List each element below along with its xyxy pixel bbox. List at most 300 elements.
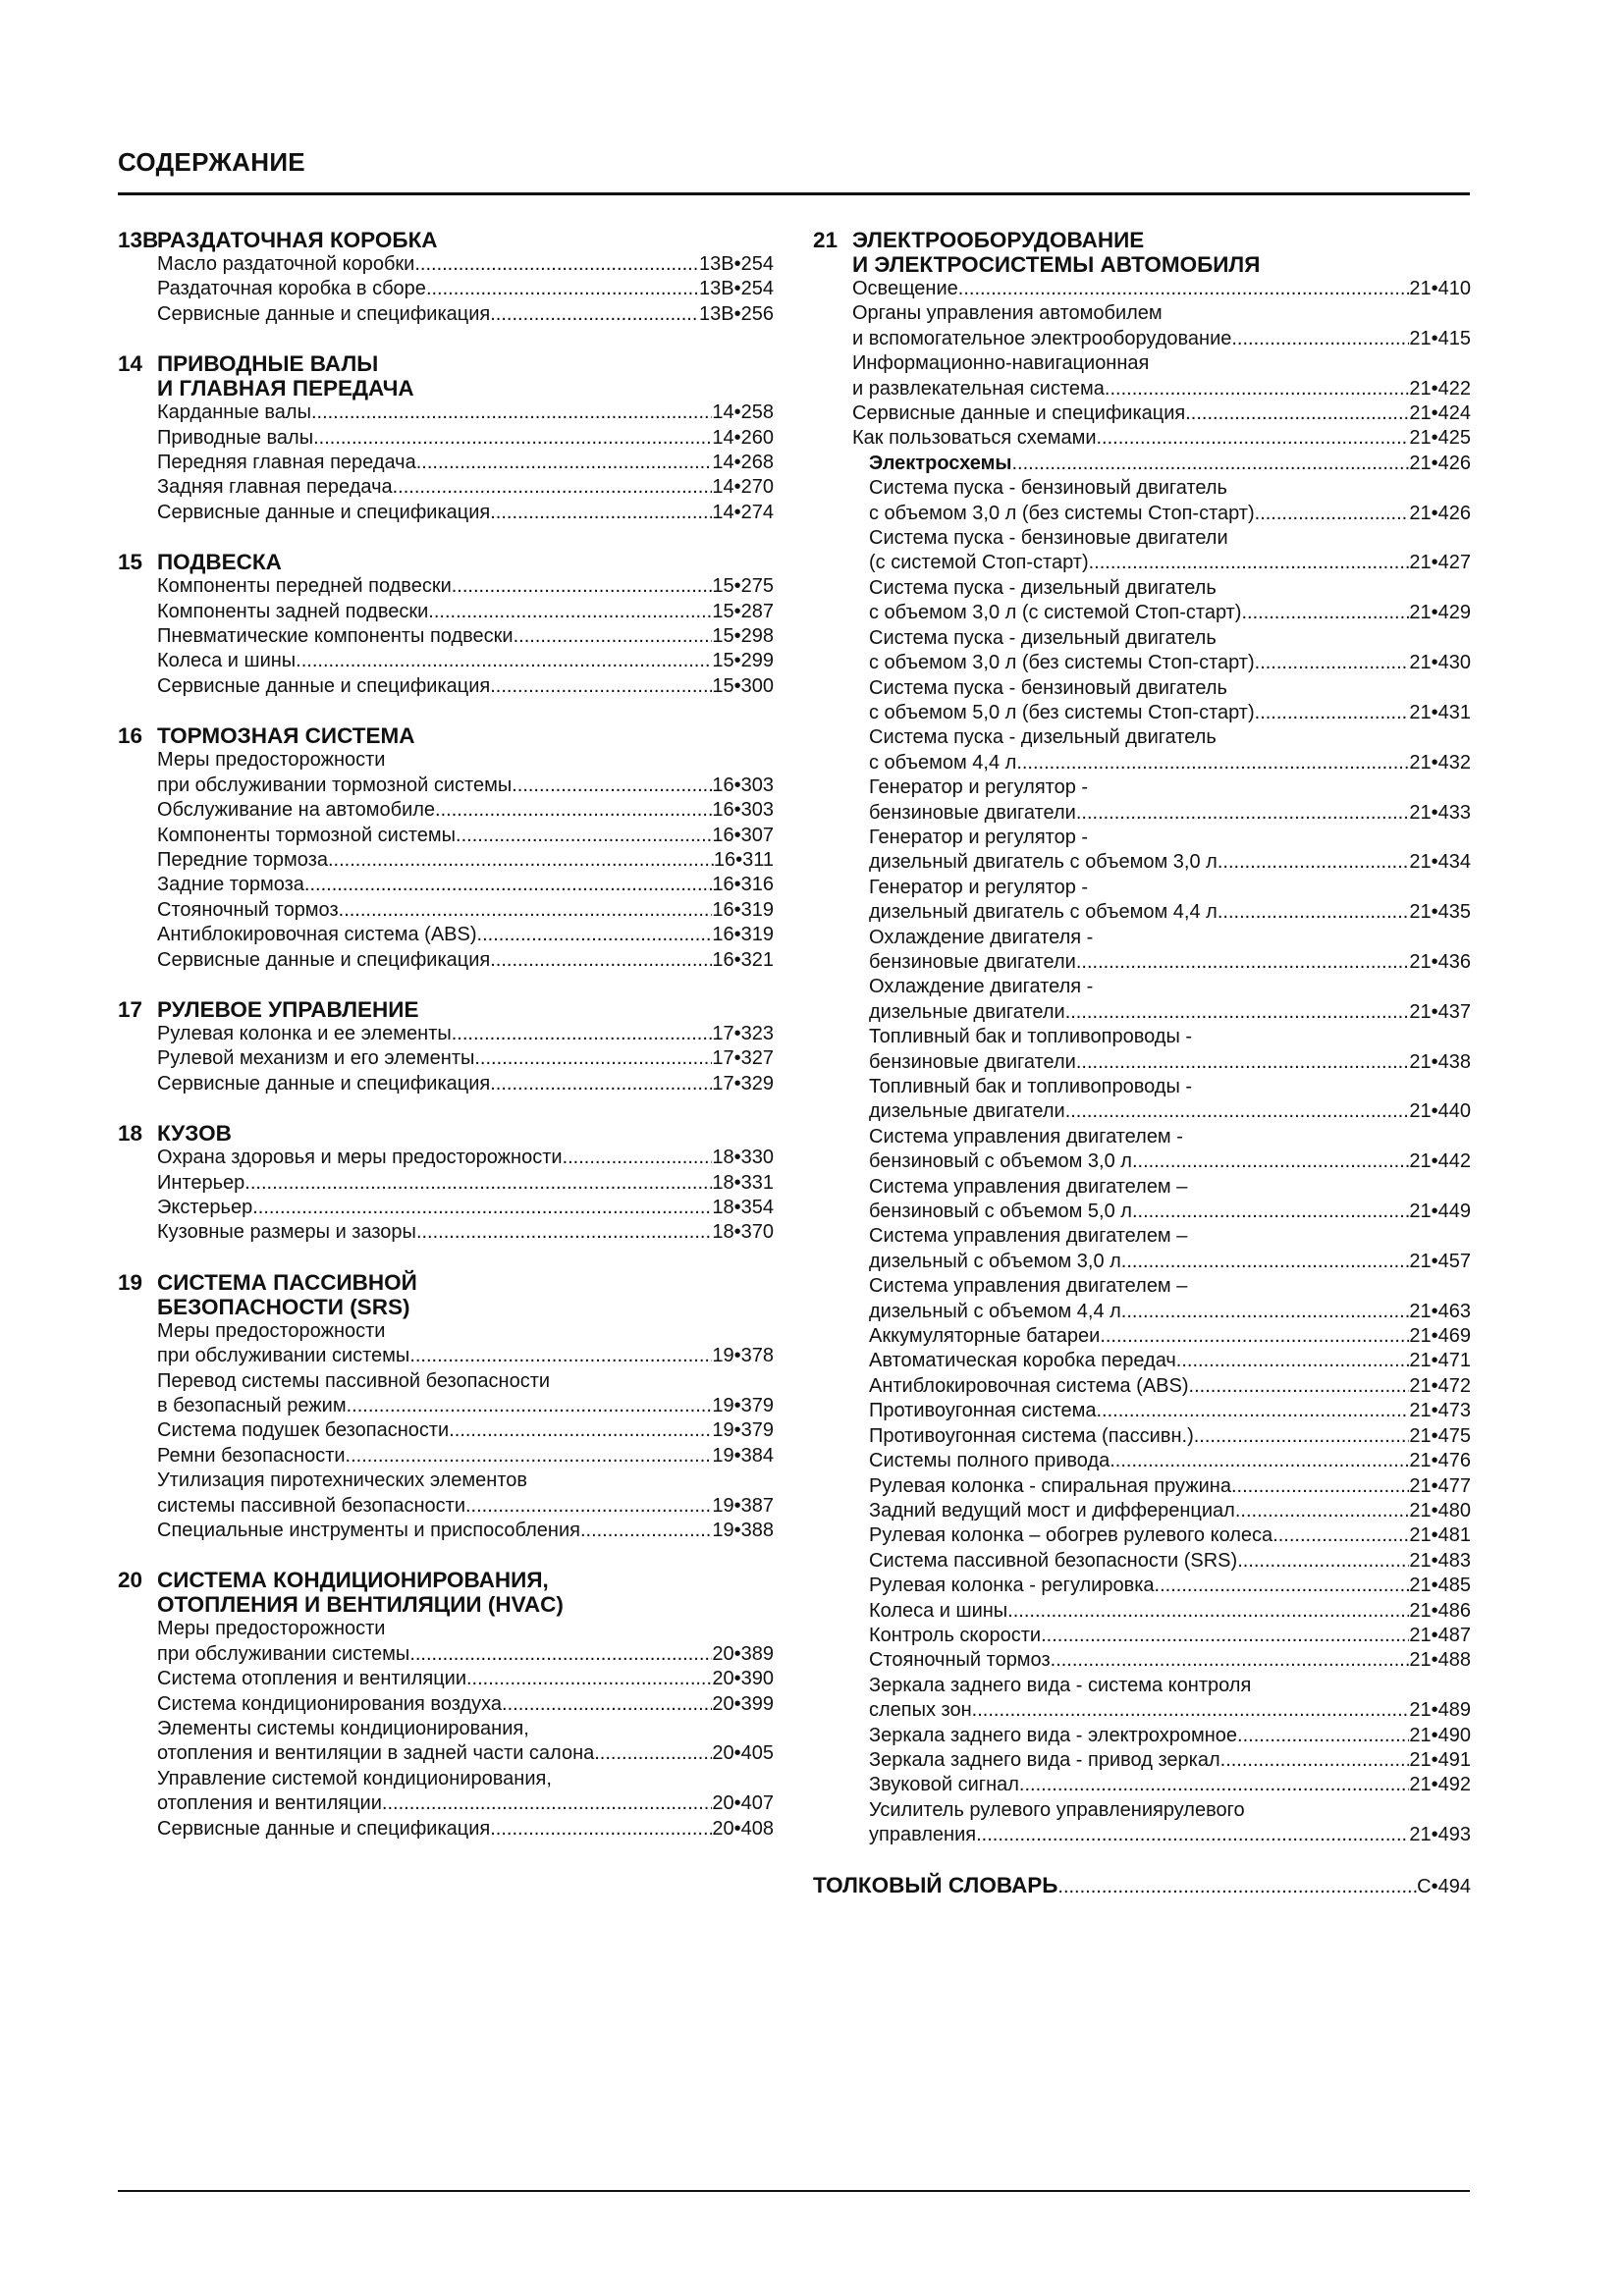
dot-leader bbox=[1016, 751, 1409, 775]
toc-entry[interactable] bbox=[157, 624, 774, 649]
toc-entry-row bbox=[157, 1791, 774, 1816]
toc-page-number: 21•469 bbox=[1409, 1325, 1471, 1348]
toc-entry[interactable] bbox=[852, 277, 1471, 301]
toc-section bbox=[118, 550, 774, 699]
toc-entry-text: Колеса и шины bbox=[157, 650, 297, 672]
dot-leader bbox=[1121, 1250, 1410, 1274]
toc-entry-text: Ремни безопасности bbox=[157, 1444, 346, 1467]
toc-entry[interactable] bbox=[869, 1349, 1471, 1373]
dot-leader bbox=[1110, 1449, 1409, 1473]
toc-entry[interactable] bbox=[157, 674, 774, 699]
toc-entry[interactable] bbox=[157, 574, 774, 599]
toc-entry-row bbox=[869, 1823, 1471, 1847]
toc-entry-text: дизельный двигатель с объемом 4,4 л bbox=[869, 901, 1218, 924]
toc-entry[interactable] bbox=[869, 1599, 1471, 1624]
toc-entry-row bbox=[157, 624, 774, 649]
toc-entry[interactable] bbox=[852, 426, 1471, 451]
toc-entry[interactable] bbox=[869, 1424, 1471, 1449]
toc-entry-text-line: Меры предосторожности bbox=[157, 749, 386, 772]
toc-entry[interactable] bbox=[869, 1274, 1471, 1324]
toc-entry-row bbox=[157, 1519, 774, 1543]
dot-leader bbox=[393, 475, 713, 500]
toc-page-number: 18•370 bbox=[712, 1221, 774, 1244]
toc-entry[interactable] bbox=[157, 1072, 774, 1096]
toc-entry-text-line: Генератор и регулятор - bbox=[869, 776, 1089, 799]
toc-entry-row bbox=[157, 1022, 774, 1046]
dot-leader bbox=[1231, 1474, 1409, 1499]
toc-entry-row bbox=[157, 400, 774, 425]
toc-page-number: 21•488 bbox=[1409, 1649, 1471, 1672]
dot-leader bbox=[1019, 1773, 1409, 1797]
dot-leader bbox=[1097, 1399, 1410, 1423]
section-number: 21 bbox=[813, 228, 839, 252]
dot-leader bbox=[1241, 601, 1409, 625]
toc-entry-row bbox=[869, 1399, 1471, 1423]
toc-page-number: 19•387 bbox=[712, 1494, 774, 1517]
section-title bbox=[157, 228, 774, 252]
section-heading bbox=[118, 1121, 774, 1146]
toc-entry-row bbox=[869, 1050, 1471, 1075]
toc-entry[interactable] bbox=[157, 1369, 774, 1419]
toc-entry-text: отопления и вентиляции в задней части салона bbox=[157, 1742, 595, 1765]
toc-page-number: 13B•254 bbox=[699, 278, 774, 300]
toc-entry-text: с объемом 3,0 л (с системой Стоп-старт) bbox=[869, 602, 1242, 624]
dot-leader bbox=[328, 848, 714, 873]
toc-section bbox=[118, 1270, 774, 1544]
section-title-line: ПОДВЕСКА bbox=[157, 550, 282, 575]
toc-entry[interactable] bbox=[869, 1025, 1471, 1075]
dot-leader bbox=[296, 649, 712, 673]
toc-entry[interactable] bbox=[869, 1125, 1471, 1175]
toc-entry-text-line: Генератор и регулятор - bbox=[869, 826, 1089, 848]
toc-entry[interactable] bbox=[157, 1468, 774, 1519]
dot-leader bbox=[252, 1196, 712, 1220]
toc-entry-row bbox=[157, 1072, 774, 1096]
toc-entry-text: дизельные двигатели bbox=[869, 1000, 1065, 1023]
toc-entry-text: Масло раздаточной коробки bbox=[157, 253, 415, 275]
toc-entry-text: Пневматические компоненты подвески bbox=[157, 625, 514, 648]
toc-entry[interactable] bbox=[869, 926, 1471, 976]
glossary-entry[interactable] bbox=[813, 1873, 1471, 1898]
toc-entry-text: дизельный с объемом 4,4 л bbox=[869, 1300, 1121, 1322]
toc-entry[interactable] bbox=[869, 1399, 1471, 1423]
dot-leader bbox=[972, 1698, 1410, 1723]
dot-leader bbox=[580, 1519, 712, 1543]
toc-entry-row bbox=[869, 1324, 1471, 1349]
top-rule bbox=[118, 192, 1470, 195]
toc-entry-text-line: Элементы системы кондиционирования, bbox=[157, 1718, 529, 1740]
toc-page-number: 20•405 bbox=[712, 1742, 774, 1765]
toc-page-number: 21•489 bbox=[1409, 1699, 1471, 1722]
toc-page-number: 21•491 bbox=[1409, 1748, 1471, 1771]
toc-entry[interactable] bbox=[157, 426, 774, 451]
toc-entry-text: Сервисные данные и спецификация bbox=[157, 302, 491, 325]
toc-entry-text-line: Органы управления автомобилем bbox=[852, 302, 1163, 325]
section-heading bbox=[118, 1568, 774, 1617]
toc-entry[interactable] bbox=[869, 1075, 1471, 1125]
toc-entry-text: бензиновый с объемом 3,0 л bbox=[869, 1150, 1132, 1173]
toc-page-number: 13B•254 bbox=[699, 253, 774, 275]
toc-entry[interactable] bbox=[869, 1224, 1471, 1274]
toc-entry-text: Рулевая колонка – обогрев рулевого колеса bbox=[869, 1524, 1273, 1547]
toc-entry[interactable] bbox=[157, 1046, 774, 1071]
toc-entry-text: при обслуживании системы bbox=[157, 1642, 410, 1665]
dot-leader bbox=[435, 798, 712, 823]
toc-entry[interactable] bbox=[869, 1798, 1471, 1848]
toc-entry[interactable] bbox=[869, 526, 1471, 576]
toc-entry-text-line: Утилизация пиротехнических элементов bbox=[157, 1469, 528, 1492]
toc-entry[interactable] bbox=[157, 1171, 774, 1196]
dot-leader bbox=[1057, 1876, 1417, 1898]
toc-entry-text: Рулевая колонка - регулировка bbox=[869, 1575, 1155, 1597]
toc-entry-text-line: Система управления двигателем – bbox=[869, 1175, 1188, 1198]
toc-right-column bbox=[813, 228, 1471, 1898]
toc-entry-text: бензиновые двигатели bbox=[869, 1050, 1076, 1073]
toc-entry[interactable] bbox=[869, 1175, 1471, 1225]
toc-entries bbox=[813, 277, 1471, 452]
toc-page-number: 21•424 bbox=[1409, 402, 1471, 425]
toc-entry-text: Как пользоваться схемами bbox=[852, 427, 1097, 450]
toc-entry[interactable] bbox=[869, 775, 1471, 826]
toc-entry[interactable] bbox=[157, 798, 774, 823]
toc-entry-text-line: Генератор и регулятор - bbox=[869, 876, 1089, 898]
dot-leader bbox=[452, 1022, 713, 1046]
toc-entry-text: и развлекательная система bbox=[852, 377, 1105, 400]
toc-page-number: 16•303 bbox=[712, 799, 774, 822]
toc-entry[interactable] bbox=[869, 1474, 1471, 1499]
toc-entry-row bbox=[869, 1200, 1471, 1224]
toc-section bbox=[118, 997, 774, 1096]
toc-entry[interactable] bbox=[869, 452, 1471, 476]
toc-entry-text: Рулевой механизм и его элементы bbox=[157, 1047, 475, 1070]
toc-page-number: 21•440 bbox=[1409, 1100, 1471, 1123]
glossary-title: ТОЛКОВЫЙ СЛОВАРЬ bbox=[813, 1872, 1058, 1897]
dot-leader bbox=[1237, 1549, 1409, 1574]
toc-entry[interactable] bbox=[869, 1549, 1471, 1574]
toc-entry-row bbox=[869, 1300, 1471, 1324]
toc-entry[interactable] bbox=[869, 876, 1471, 926]
toc-entry[interactable] bbox=[157, 1717, 774, 1767]
toc-entry[interactable] bbox=[869, 1324, 1471, 1349]
toc-entry-row bbox=[157, 1692, 774, 1717]
dot-leader bbox=[449, 1418, 712, 1443]
section-title-line: ПРИВОДНЫЕ ВАЛЫ bbox=[157, 351, 379, 377]
toc-entry-row bbox=[869, 751, 1471, 775]
toc-page-number: 18•330 bbox=[712, 1147, 774, 1169]
toc-entry-row bbox=[869, 1499, 1471, 1523]
toc-entries bbox=[118, 1617, 774, 1842]
toc-page-number: 14•270 bbox=[712, 476, 774, 499]
toc-entry[interactable] bbox=[869, 1449, 1471, 1473]
toc-entry[interactable] bbox=[157, 451, 774, 475]
toc-page-number: 18•354 bbox=[712, 1196, 774, 1218]
section-title bbox=[157, 1121, 774, 1146]
section-title bbox=[157, 997, 774, 1022]
toc-entry-text: отопления и вентиляции bbox=[157, 1792, 382, 1815]
toc-entry-row bbox=[157, 302, 774, 327]
toc-entry[interactable] bbox=[869, 1748, 1471, 1773]
toc-page-number: 15•298 bbox=[712, 625, 774, 648]
toc-entry-row bbox=[157, 1171, 774, 1196]
toc-page-number: 21•475 bbox=[1409, 1424, 1471, 1447]
toc-entry[interactable] bbox=[157, 501, 774, 525]
toc-page-number: 20•390 bbox=[712, 1668, 774, 1690]
section-title bbox=[157, 351, 774, 400]
section-number: 20 bbox=[118, 1568, 143, 1593]
toc-entry[interactable] bbox=[869, 1624, 1471, 1648]
toc-entry[interactable] bbox=[157, 1617, 774, 1667]
toc-entry-row bbox=[869, 1250, 1471, 1274]
section-title-line: КУЗОВ bbox=[157, 1121, 232, 1147]
section-title-line: СИСТЕМА ПАССИВНОЙ bbox=[157, 1269, 417, 1295]
toc-entry[interactable] bbox=[157, 898, 774, 923]
toc-section bbox=[118, 1121, 774, 1246]
dot-leader bbox=[1255, 502, 1410, 526]
section-number: 15 bbox=[118, 550, 143, 575]
dot-leader bbox=[1132, 1200, 1409, 1224]
toc-entry[interactable] bbox=[869, 826, 1471, 876]
toc-entry-text: Компоненты передней подвески bbox=[157, 575, 452, 598]
toc-entry[interactable] bbox=[157, 302, 774, 327]
toc-entry-row bbox=[869, 1724, 1471, 1748]
toc-page-number: 21•438 bbox=[1409, 1050, 1471, 1073]
toc-entry-row bbox=[852, 277, 1471, 301]
toc-entry-row bbox=[869, 1149, 1471, 1174]
dot-leader bbox=[1155, 1574, 1410, 1598]
dot-leader bbox=[466, 1667, 712, 1691]
dot-leader bbox=[1041, 1624, 1409, 1648]
bottom-rule bbox=[118, 2190, 1470, 2192]
toc-entry-text: с объемом 4,4 л bbox=[869, 751, 1017, 774]
dot-leader bbox=[1235, 1499, 1410, 1523]
toc-entry-row bbox=[869, 1099, 1471, 1124]
dot-leader bbox=[490, 1072, 712, 1096]
section-heading bbox=[118, 550, 774, 574]
toc-entries bbox=[118, 1022, 774, 1096]
toc-section bbox=[813, 228, 1471, 1848]
toc-entry-text: бензиновые двигатели bbox=[869, 801, 1076, 824]
toc-entry-row bbox=[869, 1523, 1471, 1548]
toc-entry[interactable] bbox=[157, 1767, 774, 1817]
section-heading bbox=[118, 997, 774, 1022]
dot-leader bbox=[428, 600, 712, 624]
toc-entry-row bbox=[157, 1046, 774, 1071]
toc-entries bbox=[118, 252, 774, 327]
toc-entry[interactable] bbox=[157, 1196, 774, 1220]
toc-entry-text: Интерьер bbox=[157, 1171, 245, 1194]
toc-entry[interactable] bbox=[157, 1667, 774, 1691]
toc-entry[interactable] bbox=[869, 576, 1471, 626]
toc-entry-text-line: Система пуска - бензиновые двигатели bbox=[869, 527, 1228, 550]
section-number: 14 bbox=[118, 351, 143, 377]
toc-page-number: 21•434 bbox=[1409, 851, 1471, 874]
toc-page-number: 16•321 bbox=[712, 948, 774, 971]
toc-entry[interactable] bbox=[852, 351, 1471, 401]
toc-page-number: 21•471 bbox=[1409, 1350, 1471, 1372]
dot-leader bbox=[514, 624, 713, 649]
toc-page-number: 19•384 bbox=[712, 1444, 774, 1467]
section-number: 18 bbox=[118, 1121, 143, 1147]
toc-entry-text: с объемом 3,0 л (без системы Стоп-старт) bbox=[869, 652, 1255, 674]
toc-entry-row bbox=[869, 601, 1471, 625]
toc-entry-text: Система пассивной безопасности (SRS) bbox=[869, 1549, 1238, 1572]
section-title-line: ТОРМОЗНАЯ СИСТЕМА bbox=[157, 723, 415, 749]
toc-page-number: 21•476 bbox=[1409, 1450, 1471, 1472]
section-heading bbox=[813, 228, 1471, 277]
toc-entry-text: Сервисные данные и спецификация bbox=[852, 402, 1186, 425]
toc-page-number: 16•319 bbox=[712, 924, 774, 946]
dot-leader bbox=[1065, 1099, 1410, 1124]
dot-leader bbox=[409, 1344, 712, 1368]
toc-entry-text: Сервисные данные и спецификация bbox=[157, 1072, 491, 1095]
section-number: 19 bbox=[118, 1269, 143, 1295]
toc-entry[interactable] bbox=[869, 1773, 1471, 1797]
section-title-line: РУЛЕВОЕ УПРАВЛЕНИЕ bbox=[157, 996, 419, 1022]
section-title bbox=[157, 550, 774, 574]
toc-entry-text: Освещение bbox=[852, 278, 958, 299]
toc-entry-row bbox=[869, 701, 1471, 725]
toc-page-number: 14•258 bbox=[712, 401, 774, 424]
dot-leader bbox=[1255, 701, 1410, 725]
toc-entry-text: Зеркала заднего вида - электрохромное bbox=[869, 1724, 1238, 1746]
toc-entry[interactable] bbox=[157, 1692, 774, 1717]
toc-entry[interactable] bbox=[157, 1146, 774, 1170]
toc-entry[interactable] bbox=[157, 1444, 774, 1468]
toc-entry-row bbox=[869, 1349, 1471, 1373]
toc-entry-text: Задний ведущий мост и дифференциал bbox=[869, 1499, 1235, 1522]
toc-entry-text: бензиновые двигатели bbox=[869, 950, 1076, 973]
toc-page-number: 16•316 bbox=[712, 874, 774, 896]
toc-entry-text-line: Управление системой кондиционирования, bbox=[157, 1767, 552, 1789]
toc-page-number: 17•329 bbox=[712, 1072, 774, 1095]
toc-page-number: 19•379 bbox=[712, 1419, 774, 1442]
toc-entry-row bbox=[852, 327, 1471, 351]
toc-entry-row bbox=[157, 1817, 774, 1842]
dot-leader bbox=[490, 948, 712, 973]
toc-entry-text: Сервисные данные и спецификация bbox=[157, 1817, 491, 1840]
toc-entry-row bbox=[157, 674, 774, 699]
toc-entry-text: Компоненты задней подвески bbox=[157, 600, 429, 622]
toc-entry[interactable] bbox=[157, 948, 774, 973]
toc-page-number: 21•433 bbox=[1409, 801, 1471, 824]
toc-page-number: 19•388 bbox=[712, 1520, 774, 1542]
dot-leader bbox=[1065, 1000, 1410, 1025]
toc-entry[interactable] bbox=[157, 848, 774, 873]
toc-entry[interactable] bbox=[157, 923, 774, 947]
toc-entry-row bbox=[157, 451, 774, 475]
toc-entry[interactable] bbox=[157, 873, 774, 897]
toc-entry[interactable] bbox=[157, 824, 774, 848]
dot-leader bbox=[409, 1642, 712, 1667]
toc-entry[interactable] bbox=[869, 975, 1471, 1025]
dot-leader bbox=[1255, 651, 1410, 675]
toc-page-number: 21•457 bbox=[1409, 1250, 1471, 1272]
toc-entry-text: системы пассивной безопасности bbox=[157, 1494, 465, 1517]
toc-entry-text: Автоматическая коробка передач bbox=[869, 1350, 1176, 1372]
toc-entry-row bbox=[157, 1394, 774, 1418]
toc-page-number: 14•268 bbox=[712, 452, 774, 474]
toc-page-number: 21•436 bbox=[1409, 950, 1471, 973]
section-title bbox=[157, 1270, 774, 1319]
toc-entry-text: Раздаточная коробка в сборе bbox=[157, 278, 426, 300]
toc-entry-row bbox=[869, 1424, 1471, 1449]
toc-entry[interactable] bbox=[852, 401, 1471, 426]
toc-entry-text: Специальные инструменты и приспособления bbox=[157, 1520, 580, 1542]
dot-leader bbox=[474, 1046, 712, 1071]
toc-entry[interactable] bbox=[852, 301, 1471, 351]
toc-entry[interactable] bbox=[869, 1523, 1471, 1548]
toc-entry-row bbox=[157, 774, 774, 798]
toc-entry[interactable] bbox=[869, 1724, 1471, 1748]
toc-entry[interactable] bbox=[869, 1574, 1471, 1598]
section-title-line: ОТОПЛЕНИЯ И ВЕНТИЛЯЦИИ (HVAC) bbox=[157, 1592, 564, 1618]
toc-entry[interactable] bbox=[157, 400, 774, 425]
toc-entry[interactable] bbox=[869, 1674, 1471, 1724]
toc-entry[interactable] bbox=[157, 1817, 774, 1842]
toc-entry[interactable] bbox=[157, 600, 774, 624]
toc-entry[interactable] bbox=[869, 725, 1471, 775]
toc-entry[interactable] bbox=[157, 1519, 774, 1543]
toc-page-number: 21•493 bbox=[1409, 1824, 1471, 1846]
toc-page-number: 13B•256 bbox=[699, 302, 774, 325]
dot-leader bbox=[1007, 1599, 1409, 1624]
toc-entry-text-line: Охлаждение двигателя - bbox=[869, 926, 1094, 948]
toc-page-number: 21•426 bbox=[1409, 452, 1471, 474]
toc-entry[interactable] bbox=[157, 748, 774, 798]
toc-entries bbox=[118, 748, 774, 973]
toc-entry[interactable] bbox=[869, 476, 1471, 526]
toc-entry[interactable] bbox=[157, 277, 774, 301]
dot-leader bbox=[1076, 801, 1410, 826]
dot-leader bbox=[465, 1494, 712, 1519]
dot-leader bbox=[490, 501, 712, 525]
toc-entry[interactable] bbox=[869, 1374, 1471, 1399]
toc-page-number: 21•481 bbox=[1409, 1524, 1471, 1547]
toc-entry-row bbox=[869, 1698, 1471, 1723]
toc-entry-text: с объемом 5,0 л (без системы Стоп-старт) bbox=[869, 701, 1255, 723]
toc-entry[interactable] bbox=[869, 626, 1471, 676]
toc-entry[interactable] bbox=[157, 252, 774, 277]
toc-page-number: 19•378 bbox=[712, 1345, 774, 1367]
toc-entry-text: Система кондиционирования воздуха bbox=[157, 1692, 503, 1715]
toc-entries bbox=[118, 400, 774, 525]
section-title bbox=[157, 723, 774, 748]
toc-entry[interactable] bbox=[869, 1648, 1471, 1673]
toc-entry-row bbox=[869, 1648, 1471, 1673]
toc-entry[interactable] bbox=[869, 676, 1471, 726]
dot-leader bbox=[426, 277, 699, 301]
toc-entry-text: Антиблокировочная система (ABS) bbox=[157, 924, 477, 946]
toc-page-number: 16•311 bbox=[713, 848, 774, 871]
section-title-line: БЕЗОПАСНОСТИ (SRS) bbox=[157, 1294, 410, 1319]
toc-entry[interactable] bbox=[157, 1022, 774, 1046]
toc-entry[interactable] bbox=[157, 1220, 774, 1245]
section-number: 16 bbox=[118, 723, 143, 749]
dot-leader bbox=[1272, 1523, 1409, 1548]
toc-page-number: 21•480 bbox=[1409, 1499, 1471, 1522]
dot-leader bbox=[490, 1817, 712, 1842]
toc-entry[interactable] bbox=[869, 1499, 1471, 1523]
toc-entry-text: Приводные валы bbox=[157, 426, 314, 449]
dot-leader bbox=[1076, 1050, 1410, 1075]
toc-entry[interactable] bbox=[157, 475, 774, 500]
toc-entry[interactable] bbox=[157, 1319, 774, 1369]
toc-entry[interactable] bbox=[157, 649, 774, 673]
dot-leader bbox=[1176, 1349, 1410, 1373]
toc-entry-text-line: Система пуска - бензиновый двигатель bbox=[869, 477, 1227, 500]
dot-leader bbox=[339, 898, 713, 923]
toc-entry[interactable] bbox=[157, 1418, 774, 1443]
